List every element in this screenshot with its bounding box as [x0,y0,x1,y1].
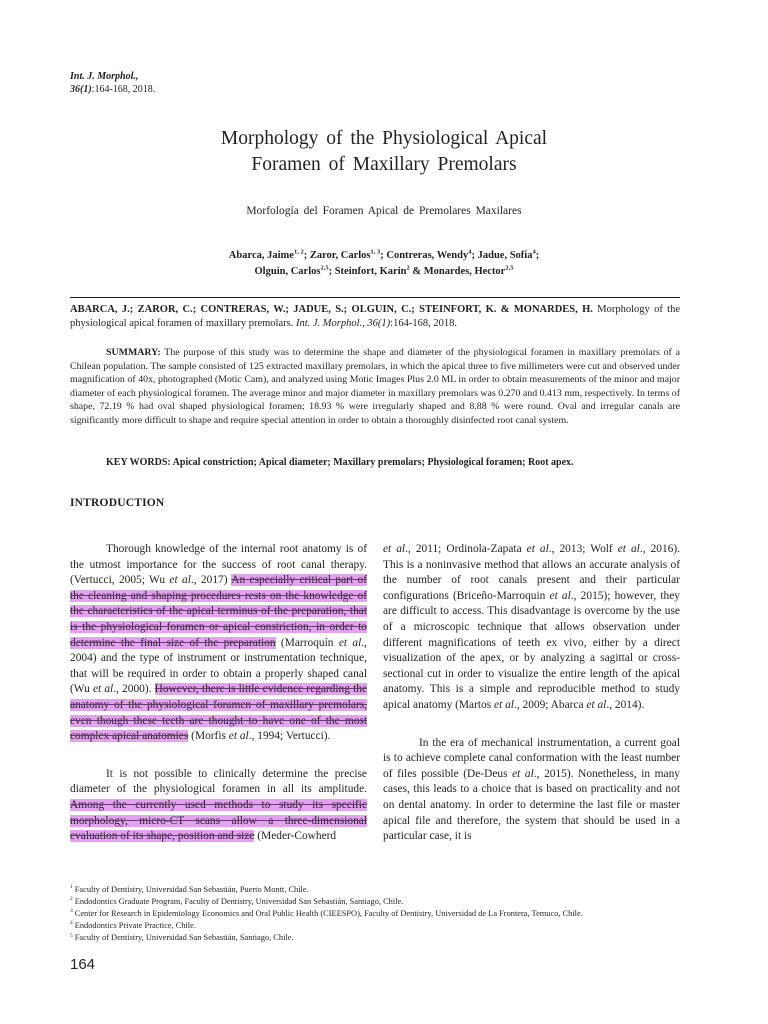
journal-pages-year: :164-168, 2018. [91,84,156,95]
paper-title-line-1: Morphology of the Physiological Apical [220,128,548,149]
highlighted-text: Among the currently used methods to study its specific morphology, micro-CT scans allow a three-dimensional evaluation of its shape, position and size [70,798,367,843]
paper-title [120,126,648,178]
author-separator: ; [471,250,478,261]
author-separator: & [409,266,424,277]
abstract-label: SUMMARY: [106,347,161,358]
paragraph [383,542,680,714]
footnote-number: 1 [70,884,73,891]
footnote-number: 2 [70,896,73,903]
author-separator: ; [535,250,540,261]
body-text: ., 2004) and the type of instrument or instrumentation technique, that will be required in order to obtain a properly shaped canal (Wu [70,636,367,696]
author-affiliation: 1, 2 [293,248,304,256]
author-name: Abarca, Jaime [228,250,294,261]
body-text-italic: et al [338,636,362,649]
journal-reference [70,70,155,96]
paper-subtitle-spanish: Morfología del Foramen Apical de Premolares Maxilares [246,205,522,217]
footnote [70,896,690,908]
author-separator: ; [380,250,387,261]
author-name: Jadue, Sofía [477,250,533,261]
footnote-number: 5 [70,932,73,939]
footnote-text: Endodontics Graduate Program, Faculty of Dentistry, Universidad San Sebastián, Santiago, Chile. [74,897,404,907]
author-affiliation: 2 [406,264,410,272]
body-text: ., 2014). [606,698,645,711]
body-text-italic: et al [494,698,514,711]
citation-block [70,303,680,331]
author-name: Zaror, Carlos [309,250,371,261]
page-number: 164 [70,956,96,973]
paragraph [70,542,367,745]
footnote-text: Faculty of Dentistry, Universidad San Sebastián, Puerto Montt, Chile. [74,885,309,894]
body-text-italic: et al [549,589,571,602]
body-text: ., 2015); however, they are difficult to access. This disadvantage is overcome by the use of a microscopic technique that allows observation under different magnifications of teeth ex vivo, either by a direct visualization of the apex, or by analyzing a sagittal or cross-sectional cut in order to visualize the entire length of the apical anatomy. This is a simple and reproducible method to study apical anatomy (Martos [383,589,680,711]
citation-title: Morphology of the physiological apical foramen of maxillary premolars. [70,304,680,329]
body-text: ., 2013; Wolf [548,543,618,555]
body-text: In the era of mechanical instrumentation, a current goal is to achieve complete canal conformation with the least number of files possible (De-Deus [383,736,680,780]
author-name: Monardes, Hector [423,266,506,277]
keywords: KEY WORDS: Apical constriction; Apical diameter; Maxillary premolars; Physiological foramen; Root apex. [106,457,574,468]
body-text: ., 2017) [190,574,232,587]
author-affiliation: 2,5 [320,264,329,272]
body-text-italic: et al [383,543,406,555]
footnote-text: Center for Research in Epidemiology Economics and Oral Public Health (CIEESPO), Faculty of Dentistry, Universidad de La Frontera, Temuco, Chile. [74,909,583,919]
body-text-italic: et al [586,698,607,711]
body-text: It is not possible to clinically determine the precise diameter of the physiological foramen in all its amplitude. [70,767,367,796]
citation-journal: Int. J. Morphol., 36(1) [295,318,391,329]
author-name: Contreras, Wendy [386,250,469,261]
abstract [70,346,680,427]
header-divider [70,297,680,298]
author-affiliation: 4 [468,248,472,256]
paragraph [383,736,680,845]
author-separator: ; [328,266,335,277]
body-text-italic: et al [617,543,640,555]
body-text-italic: et al [169,574,191,587]
section-heading: INTRODUCTION [70,497,165,509]
footnote-text: Faculty of Dentistry, Universidad San Sebastián, Santiago, Chile. [74,933,294,943]
body-column-left [70,542,367,845]
journal-volume: 36(1) [70,84,92,95]
author-name: Olguin, Carlos [254,266,321,277]
footnote [70,920,690,932]
footnote-text: Endodontics Private Practice, Chile. [74,921,196,931]
footnote-number: 4 [70,920,73,927]
citation-pages: :164-168, 2018. [390,318,457,329]
body-text: ., 1994; Vertucci). [248,730,331,743]
body-text-italic: et al [228,730,249,743]
author-separator: ; [303,250,310,261]
footnote [70,908,690,920]
abstract-text: The purpose of this study was to determine the shape and diameter of the physiological foramen in maxillary premolars of a Chilean population. The sample consisted of 125 extracted maxillary premolars, in which the apical three to five millimeters were cut and observed under magnification of 40x, photographed (Motic Cam), and analyzed using Motic Images Plus 2.0 ML in order to obtain measurements of the minor and major diameter of each physiological foramen. The average minor and major diameter in maxillary premolars was 0.270 and 0.413 mm, respectively. In terms of shape, 72.19 % had oval shaped physiological foramen; 18.93 % were irregularly shaped and 8.88 % were round. Oval and irregular canals are significantly more difficult to shape and require special attention in order to obtain a thoroughly disinfected root canal system. [70,347,680,426]
body-column-right [383,542,680,845]
body-text-italic: et al [526,543,549,555]
body-text: ., 2016). This is a noninvasive method that allows an accurate analysis of the number of root canals present and their particular configurations (Briceño-Marroquin [383,543,680,602]
body-text: (Morfis [188,730,229,743]
body-text-italic: et al [92,683,114,696]
body-text-italic: et al [512,767,534,780]
author-affiliation: 2,5 [505,264,514,272]
body-text: (Marroquín [275,636,339,649]
footnote-number: 3 [70,908,73,915]
highlighted-text: However, there is little evidence regarding the anatomy of the physiological foramen of maxillary premolars, even though these teeth are thought to have one of the most complex apical anatomies [70,683,367,743]
citation-authors: ABARCA, J.; ZAROR, C.; CONTRERAS, W.; JADUE, S.; OLGUIN, C.; STEINFORT, K. & MONARDES, H. [70,304,593,315]
footnotes [70,884,690,944]
footnote [70,884,690,896]
author-affiliation: 4 [532,248,536,256]
journal-name: Int. J. Morphol., [70,71,139,82]
body-text: ., 2011; Ordinola-Zapata [405,543,527,555]
highlighted-text: An especially critical part of the cleaning and shaping procedures rests on the knowledge of the characteristics of the apical terminus of the preparation, that is the physiological foramen or apical constriction, in order to determine the final size of the preparation [70,574,367,649]
author-affiliation: 1, 3 [370,248,381,256]
body-text: ., 2015). Nonetheless, in many cases, this leads to a choice that is based on practicality and not on dental anatomy. In order to determine the last file or master apical file and therefore, the system that should be used in a particular case, it is [383,767,680,843]
author-name: Steinfort, Karin [334,266,407,277]
paper-title-line-2: Foramen of Maxillary Premolars [251,154,517,175]
footnote [70,932,690,944]
body-text: Thorough knowledge of the internal root anatomy is of the utmost importance for the success of root canal therapy. (Vertucci, 2005; Wu [70,543,367,587]
author-list [150,248,618,280]
body-text: (Meder-Cowherd [254,830,337,843]
body-text: ., 2009; Abarca [513,698,587,711]
paragraph [70,767,367,845]
body-text: ., 2000). [113,683,155,696]
